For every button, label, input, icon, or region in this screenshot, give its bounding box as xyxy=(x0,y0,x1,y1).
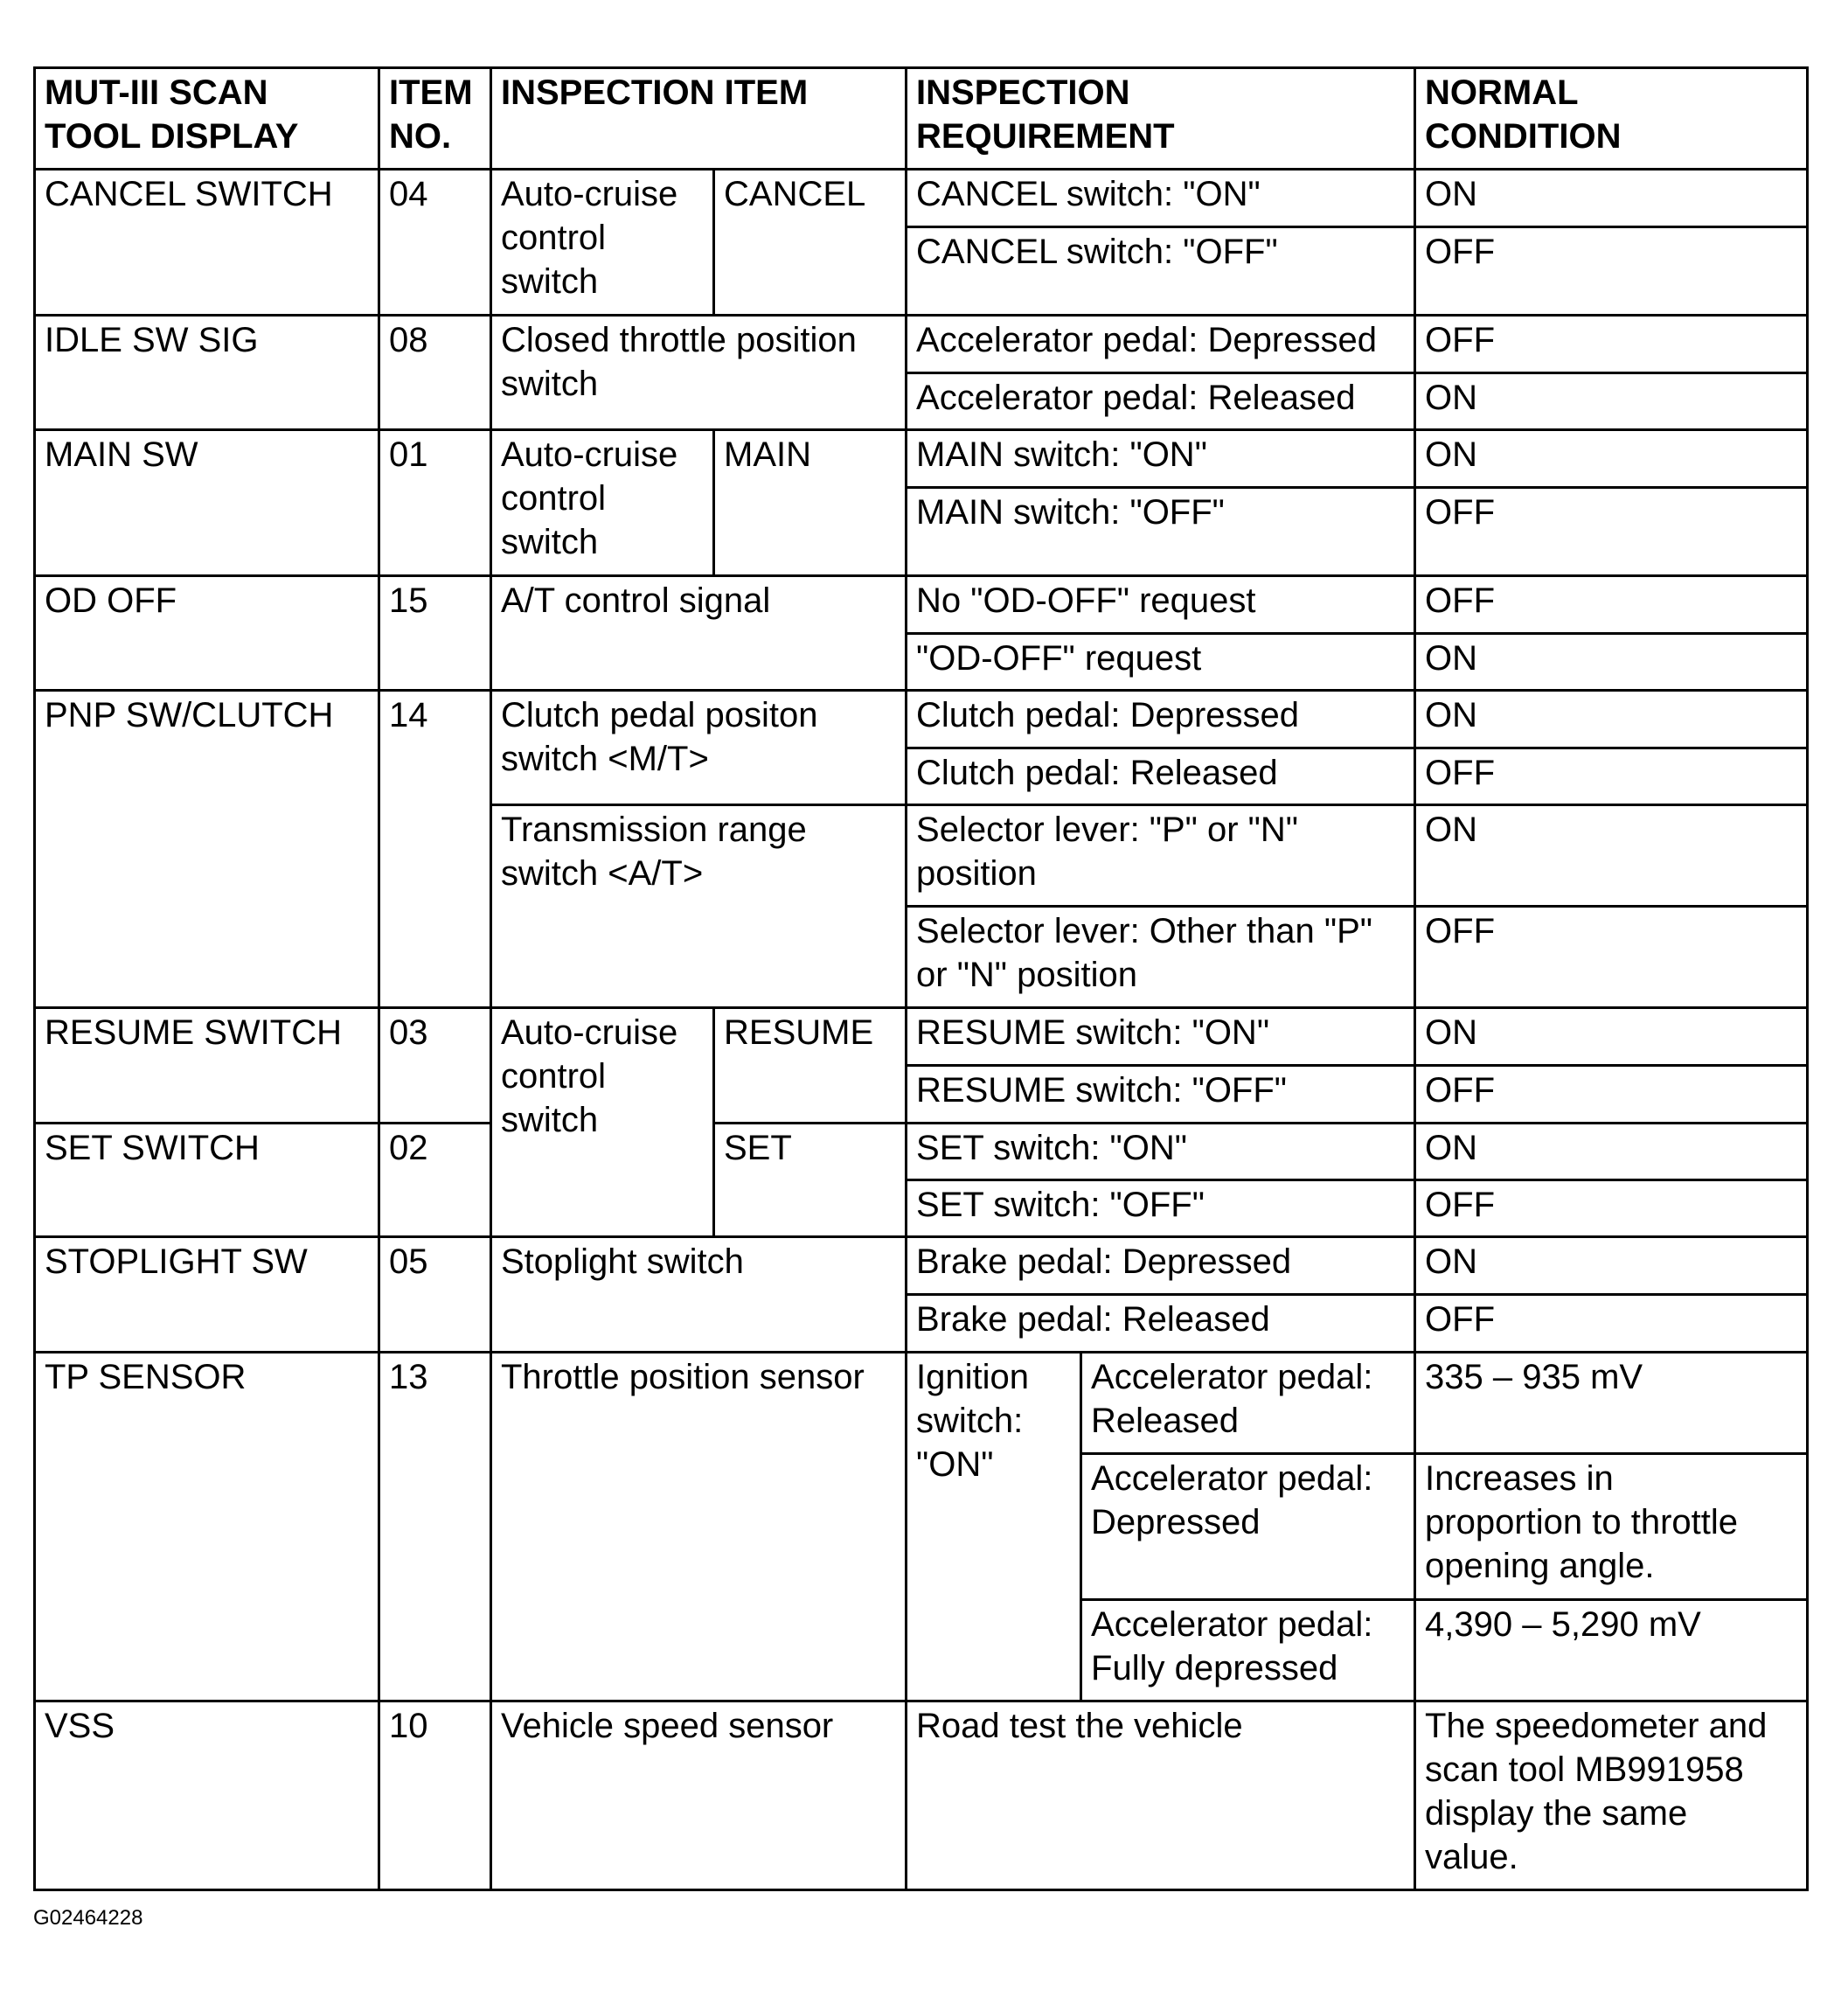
table-row xyxy=(35,1124,1808,1180)
header-row xyxy=(35,68,1808,170)
display-cell: MAIN SW xyxy=(35,430,379,576)
normal-condition-cell: ON xyxy=(1415,691,1808,748)
normal-condition-cell: ON xyxy=(1415,1008,1808,1066)
requirement-cell: Selector lever: Other than "P" or "N" position xyxy=(907,907,1415,1008)
normal-condition-cell: OFF xyxy=(1415,1295,1808,1353)
display-cell: TP SENSOR xyxy=(35,1353,379,1701)
normal-condition-cell: OFF xyxy=(1415,576,1808,634)
normal-condition-cell: OFF xyxy=(1415,907,1808,1008)
inspection-subitem-cell: RESUME xyxy=(714,1008,907,1124)
normal-condition-cell: ON xyxy=(1415,1237,1808,1295)
requirement-cell: Clutch pedal: Depressed xyxy=(907,691,1415,748)
inspection-item-cell: Auto-cruise control switch xyxy=(491,430,714,576)
requirement-cell: MAIN switch: "OFF" xyxy=(907,488,1415,576)
header-normal-condition: NORMAL CONDITION xyxy=(1415,68,1808,170)
inspection-table xyxy=(33,66,1809,1891)
normal-condition-cell: ON xyxy=(1415,1124,1808,1180)
item-no-cell: 02 xyxy=(379,1124,491,1237)
inspection-subitem-cell: CANCEL xyxy=(714,170,907,316)
table-row xyxy=(35,430,1808,488)
display-cell: VSS xyxy=(35,1701,379,1890)
item-no-cell: 10 xyxy=(379,1701,491,1890)
header-inspection-item: INSPECTION ITEM xyxy=(491,68,907,170)
header-display: MUT-III SCAN TOOL DISPLAY xyxy=(35,68,379,170)
requirement-cell: CANCEL switch: "OFF" xyxy=(907,227,1415,316)
display-cell: CANCEL SWITCH xyxy=(35,170,379,316)
requirement-cell: Brake pedal: Depressed xyxy=(907,1237,1415,1295)
requirement-cell: RESUME switch: "OFF" xyxy=(907,1066,1415,1124)
inspection-item-cell: Stoplight switch xyxy=(491,1237,907,1353)
inspection-subitem-cell: SET xyxy=(714,1124,907,1237)
inspection-item-cell: A/T control signal xyxy=(491,576,907,691)
inspection-item-cell: Clutch pedal positon switch <M/T> xyxy=(491,691,907,805)
item-no-cell: 14 xyxy=(379,691,491,1008)
normal-condition-cell: Increases in proportion to throttle opening angle. xyxy=(1415,1454,1808,1600)
normal-condition-cell: OFF xyxy=(1415,488,1808,576)
normal-condition-cell: OFF xyxy=(1415,227,1808,316)
display-cell: STOPLIGHT SW xyxy=(35,1237,379,1353)
requirement-cell: CANCEL switch: "ON" xyxy=(907,170,1415,227)
display-cell: OD OFF xyxy=(35,576,379,691)
item-no-cell: 03 xyxy=(379,1008,491,1124)
normal-condition-cell: OFF xyxy=(1415,1180,1808,1237)
requirement-cell: Accelerator pedal: Depressed xyxy=(907,316,1415,373)
requirement-cell: No "OD-OFF" request xyxy=(907,576,1415,634)
table-row xyxy=(35,691,1808,748)
item-no-cell: 01 xyxy=(379,430,491,576)
requirement-cell: RESUME switch: "ON" xyxy=(907,1008,1415,1066)
requirement-cell: MAIN switch: "ON" xyxy=(907,430,1415,488)
inspection-subitem-cell: MAIN xyxy=(714,430,907,576)
header-item-no: ITEM NO. xyxy=(379,68,491,170)
requirement-cell: Accelerator pedal: Released xyxy=(907,373,1415,430)
requirement-cell: SET switch: "ON" xyxy=(907,1124,1415,1180)
display-cell: PNP SW/CLUTCH xyxy=(35,691,379,1008)
requirement-cell: Brake pedal: Released xyxy=(907,1295,1415,1353)
table-row xyxy=(35,1008,1808,1066)
normal-condition-cell: ON xyxy=(1415,634,1808,691)
requirement-cell: Selector lever: "P" or "N" position xyxy=(907,805,1415,907)
requirement-cell: SET switch: "OFF" xyxy=(907,1180,1415,1237)
item-no-cell: 08 xyxy=(379,316,491,430)
normal-condition-cell: OFF xyxy=(1415,748,1808,805)
inspection-item-cell: Auto-cruise control switch xyxy=(491,170,714,316)
inspection-item-cell: Throttle position sensor xyxy=(491,1353,907,1701)
normal-condition-cell: ON xyxy=(1415,805,1808,907)
normal-condition-cell: The speedometer and scan tool MB991958 display the same value. xyxy=(1415,1701,1808,1890)
item-no-cell: 04 xyxy=(379,170,491,316)
display-cell: IDLE SW SIG xyxy=(35,316,379,430)
inspection-item-cell: Vehicle speed sensor xyxy=(491,1701,907,1890)
normal-condition-cell: ON xyxy=(1415,170,1808,227)
table-row xyxy=(35,170,1808,227)
normal-condition-cell: 335 – 935 mV xyxy=(1415,1353,1808,1454)
normal-condition-cell: OFF xyxy=(1415,316,1808,373)
inspection-item-cell: Transmission range switch <A/T> xyxy=(491,805,907,1008)
figure-code: G02464228 xyxy=(33,1906,143,1930)
item-no-cell: 15 xyxy=(379,576,491,691)
normal-condition-cell: 4,390 – 5,290 mV xyxy=(1415,1600,1808,1701)
requirement-cell: Accelerator pedal: Released xyxy=(1081,1353,1415,1454)
requirement-condition-cell: Ignition switch: "ON" xyxy=(907,1353,1081,1701)
display-cell: RESUME SWITCH xyxy=(35,1008,379,1124)
table-row xyxy=(35,316,1808,373)
table-row xyxy=(35,1237,1808,1295)
item-no-cell: 13 xyxy=(379,1353,491,1701)
inspection-table-sheet xyxy=(33,66,1806,1889)
requirement-cell: Road test the vehicle xyxy=(907,1701,1415,1890)
normal-condition-cell: ON xyxy=(1415,430,1808,488)
inspection-item-cell: Auto-cruise control switch xyxy=(491,1008,714,1237)
inspection-item-cell: Closed throttle position switch xyxy=(491,316,907,430)
requirement-cell: Accelerator pedal: Fully depressed xyxy=(1081,1600,1415,1701)
table-row xyxy=(35,576,1808,634)
requirement-cell: "OD-OFF" request xyxy=(907,634,1415,691)
normal-condition-cell: OFF xyxy=(1415,1066,1808,1124)
header-requirement: INSPECTION REQUIREMENT xyxy=(907,68,1415,170)
item-no-cell: 05 xyxy=(379,1237,491,1353)
requirement-cell: Accelerator pedal: Depressed xyxy=(1081,1454,1415,1600)
requirement-cell: Clutch pedal: Released xyxy=(907,748,1415,805)
display-cell: SET SWITCH xyxy=(35,1124,379,1237)
normal-condition-cell: ON xyxy=(1415,373,1808,430)
table-row xyxy=(35,1701,1808,1890)
table-row xyxy=(35,1353,1808,1454)
